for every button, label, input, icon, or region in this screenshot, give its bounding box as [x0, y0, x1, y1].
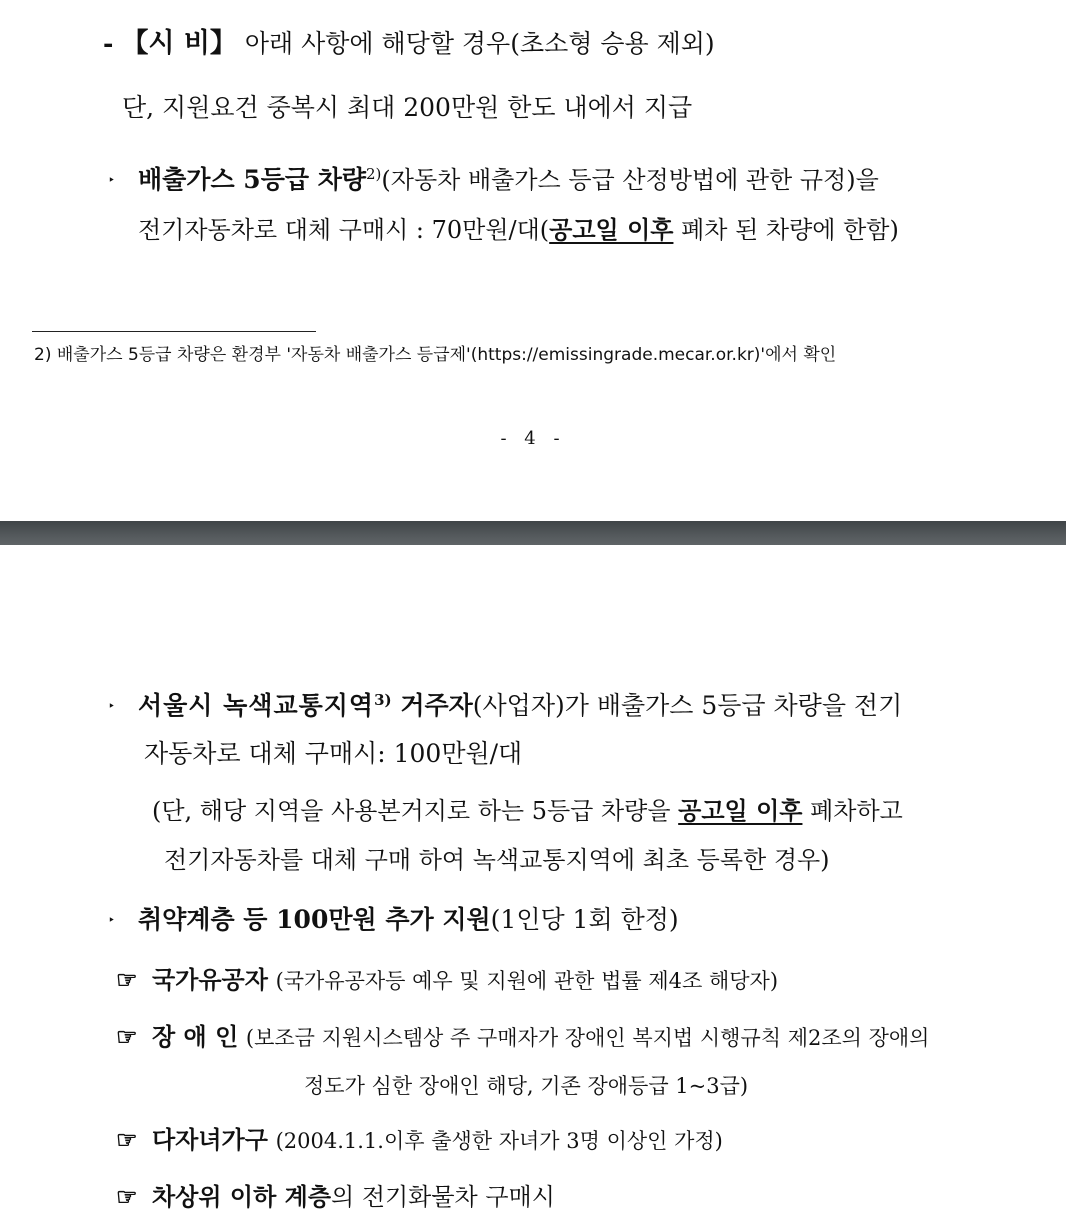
- subitem-desc: (2004.1.1.이후 출생한 자녀가 3명 이상인 가정): [275, 1129, 723, 1153]
- footnote-ref: 2): [366, 165, 382, 183]
- list-item-vulnerable: [108, 904, 679, 936]
- note-text: (단, 해당 지역을 사용본거지로 하는 5등급 차량을: [152, 797, 679, 825]
- item-text: 폐차 된 차량에 한함): [673, 216, 899, 244]
- subitem-veterans: [116, 964, 778, 997]
- subitem-low-income: [116, 1181, 555, 1213]
- bullet-icon: ‣: [108, 699, 116, 713]
- subitem-label: 장 애 인: [152, 1022, 239, 1051]
- item-text: (1인당 1회 한정): [490, 905, 679, 934]
- footnote: 2) 배출가스 5등급 차량은 환경부 '자동차 배출가스 등급제'(https://emissingrade.mecar.or.kr)'에서 확인: [34, 345, 837, 365]
- list-item-emission-grade: [108, 158, 879, 196]
- footnote-divider: [32, 331, 316, 332]
- item-text: 전기자동차로 대체 구매시 : 70만원/대(: [138, 216, 550, 244]
- note-text: 폐차하고: [802, 797, 903, 825]
- item-bold-text: 서울시 녹색교통지역: [138, 691, 375, 720]
- item-bold-text: 취약계층 등 100만원 추가 지원: [138, 905, 491, 934]
- subitem-label: 국가유공자: [152, 965, 268, 994]
- heading-text: 아래 사항에 해당할 경우(초소형 승용 제외): [236, 29, 715, 58]
- item-text: (사업자)가 배출가스 5등급 차량을 전기: [472, 691, 903, 720]
- document-page-4: [0, 0, 1066, 521]
- list-item-continuation: 자동차로 대체 구매시: 100만원/대: [144, 739, 523, 768]
- item-bold-text: 배출가스 5등급 차량: [138, 165, 367, 194]
- emphasis-text: 공고일 이후: [678, 796, 803, 825]
- bullet-icon: ‣: [108, 173, 116, 187]
- note-line: 전기자동차를 대체 구매 하여 녹색교통지역에 최초 등록한 경우): [164, 846, 830, 874]
- document-page-5: [0, 545, 1066, 1228]
- pointing-hand-icon: ☞: [116, 965, 138, 994]
- subitem-desc: (국가유공자등 예우 및 지원에 관한 법률 제4조 해당자): [275, 969, 779, 993]
- bullet-icon: ‣: [108, 913, 116, 927]
- condition-text: 단, 지원요건 중복시 최대 200만원 한도 내에서 지급: [122, 93, 693, 122]
- pointing-hand-icon: ☞: [116, 1182, 138, 1211]
- emphasis-text: 공고일 이후: [549, 215, 674, 244]
- page-separator: [0, 521, 1066, 545]
- list-item-continuation: [138, 214, 899, 246]
- heading-dash: -: [103, 29, 114, 58]
- footnote-ref: 3): [374, 691, 392, 709]
- subitem-label: 차상위 이하 계층: [152, 1182, 331, 1211]
- item-bold-text: 거주자: [391, 691, 473, 720]
- list-item-green-zone: [108, 684, 902, 722]
- subitem-disabled: [116, 1021, 929, 1054]
- heading-label: 【시 비】: [121, 28, 237, 59]
- section-heading: [103, 28, 715, 60]
- pointing-hand-icon: ☞: [116, 1022, 138, 1051]
- item-text: (자동차 배출가스 등급 산정방법에 관한 규정)을: [381, 166, 879, 194]
- subitem-desc: 의 전기화물차 구매시: [331, 1183, 555, 1211]
- page-number: - 4 -: [500, 428, 566, 449]
- subitem-desc-continuation: 정도가 심한 장애인 해당, 기존 장애등급 1~3급): [304, 1074, 749, 1098]
- note-line: [152, 795, 903, 827]
- pointing-hand-icon: ☞: [116, 1125, 138, 1154]
- subitem-desc: (보조금 지원시스템상 주 구매자가 장애인 복지법 시행규칙 제2조의 장애의: [245, 1026, 930, 1050]
- subitem-label: 다자녀가구: [152, 1125, 268, 1154]
- subitem-multichild: [116, 1124, 723, 1157]
